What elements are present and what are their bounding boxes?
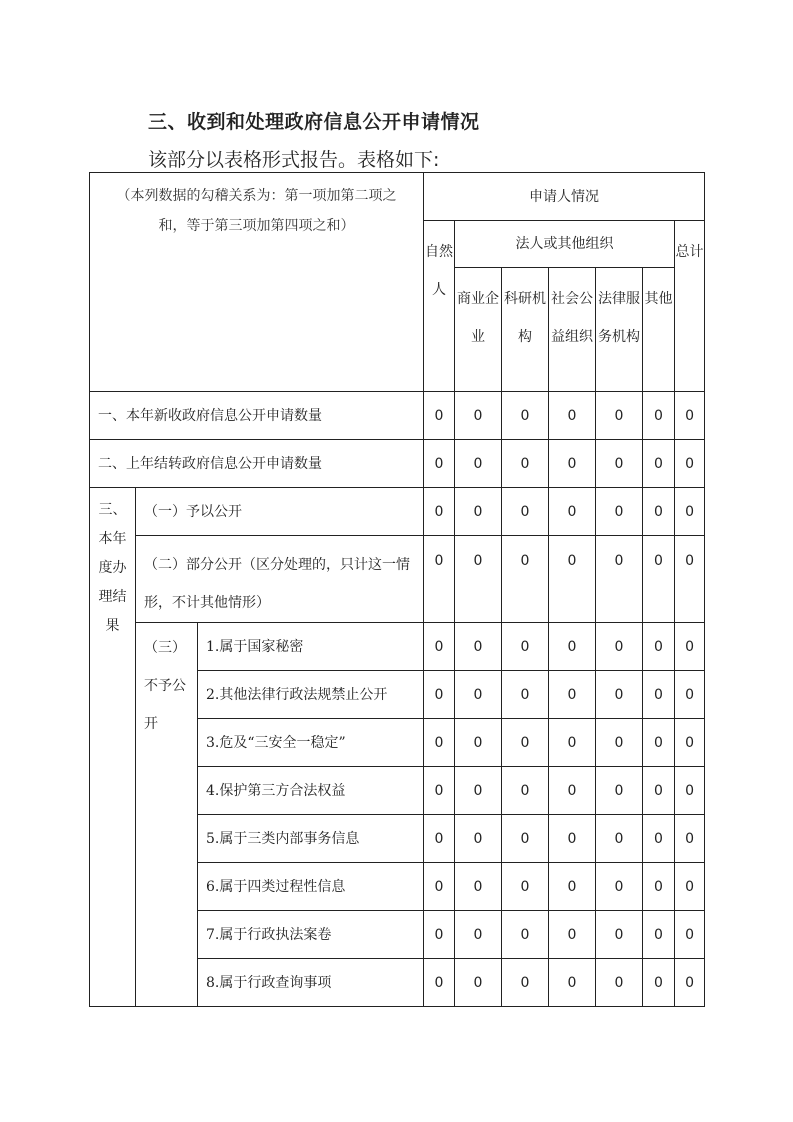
legal-org-header: 法人或其他组织 xyxy=(455,221,675,268)
cell-value: 0 xyxy=(502,623,549,671)
cell-value: 0 xyxy=(424,815,455,863)
item-label: 5.属于三类内部事务信息 xyxy=(198,815,424,863)
cell-value: 0 xyxy=(502,767,549,815)
org-header-research: 科研机构 xyxy=(502,268,549,392)
item-label: 8.属于行政查询事项 xyxy=(198,959,424,1007)
cell-value: 0 xyxy=(455,863,502,911)
cell-value: 0 xyxy=(643,959,675,1007)
item-label: 1.属于国家秘密 xyxy=(198,623,424,671)
cell-value: 0 xyxy=(549,488,596,536)
cell-value: 0 xyxy=(596,536,643,623)
cell-value: 0 xyxy=(643,911,675,959)
cell-value: 0 xyxy=(424,671,455,719)
cell-value: 0 xyxy=(549,671,596,719)
cell-value: 0 xyxy=(502,959,549,1007)
cell-value: 0 xyxy=(643,536,675,623)
item-label: 4.保护第三方合法权益 xyxy=(198,767,424,815)
relation-note-line2: 和，等于第三项加第四项之和） xyxy=(158,218,355,234)
cell-value: 0 xyxy=(424,959,455,1007)
item-label: 6.属于四类过程性信息 xyxy=(198,863,424,911)
cell-value: 0 xyxy=(675,815,705,863)
item-label: 7.属于行政执法案卷 xyxy=(198,911,424,959)
cell-value: 0 xyxy=(675,623,705,671)
item-label: 2.其他法律行政法规禁止公开 xyxy=(198,671,424,719)
cell-value: 0 xyxy=(455,536,502,623)
relation-note-line1: （本列数据的勾稽关系为：第一项加第二项之 xyxy=(116,188,397,204)
cell-value: 0 xyxy=(549,536,596,623)
cell-value: 0 xyxy=(424,623,455,671)
cell-value: 0 xyxy=(675,767,705,815)
cell-value: 0 xyxy=(596,719,643,767)
cell-value: 0 xyxy=(549,767,596,815)
section-heading: 三、收到和处理政府信息公开申请情况 xyxy=(148,111,480,133)
cell-value: 0 xyxy=(675,488,705,536)
cell-value: 0 xyxy=(643,719,675,767)
row-label-disclosed: （一）予以公开 xyxy=(136,488,424,536)
cell-value: 0 xyxy=(502,815,549,863)
cell-value: 0 xyxy=(596,440,643,488)
cell-value: 0 xyxy=(643,623,675,671)
cell-value: 0 xyxy=(643,767,675,815)
intro-text: 该部分以表格形式报告。表格如下: xyxy=(148,149,440,171)
cell-value: 0 xyxy=(675,392,705,440)
table-row xyxy=(90,392,705,440)
cell-value: 0 xyxy=(424,440,455,488)
cell-value: 0 xyxy=(455,671,502,719)
cell-value: 0 xyxy=(424,392,455,440)
cell-value: 0 xyxy=(424,767,455,815)
cell-value: 0 xyxy=(502,863,549,911)
org-header-other: 其他 xyxy=(643,268,675,392)
relation-note xyxy=(90,173,424,392)
cell-value: 0 xyxy=(596,911,643,959)
cell-value: 0 xyxy=(596,959,643,1007)
cell-value: 0 xyxy=(675,911,705,959)
cell-value: 0 xyxy=(596,488,643,536)
cell-value: 0 xyxy=(549,911,596,959)
application-table xyxy=(89,172,705,1007)
row-label-new: 一、本年新收政府信息公开申请数量 xyxy=(90,392,424,440)
row-label-partial: （二）部分公开（区分处理的，只计这一情形，不计其他情形） xyxy=(136,536,424,623)
table-row xyxy=(90,488,705,536)
cell-value: 0 xyxy=(455,719,502,767)
cell-value: 0 xyxy=(502,719,549,767)
cell-value: 0 xyxy=(424,536,455,623)
table-row xyxy=(90,440,705,488)
cell-value: 0 xyxy=(455,440,502,488)
cell-value: 0 xyxy=(549,623,596,671)
cell-value: 0 xyxy=(455,911,502,959)
cell-value: 0 xyxy=(549,392,596,440)
cell-value: 0 xyxy=(502,440,549,488)
cell-value: 0 xyxy=(455,488,502,536)
cell-value: 0 xyxy=(455,767,502,815)
cell-value: 0 xyxy=(455,392,502,440)
cell-value: 0 xyxy=(549,719,596,767)
cell-value: 0 xyxy=(549,863,596,911)
cell-value: 0 xyxy=(596,671,643,719)
cell-value: 0 xyxy=(675,959,705,1007)
cell-value: 0 xyxy=(502,488,549,536)
cell-value: 0 xyxy=(643,440,675,488)
cell-value: 0 xyxy=(675,536,705,623)
cell-value: 0 xyxy=(596,392,643,440)
cell-value: 0 xyxy=(502,671,549,719)
cell-value: 0 xyxy=(643,863,675,911)
applicant-header: 申请人情况 xyxy=(424,173,705,221)
item-label: 3.危及“三安全一稳定” xyxy=(198,719,424,767)
cell-value: 0 xyxy=(643,488,675,536)
cell-value: 0 xyxy=(643,392,675,440)
cell-value: 0 xyxy=(549,959,596,1007)
cell-value: 0 xyxy=(549,815,596,863)
cell-value: 0 xyxy=(424,719,455,767)
cell-value: 0 xyxy=(596,815,643,863)
cell-value: 0 xyxy=(502,536,549,623)
cell-value: 0 xyxy=(502,392,549,440)
cell-value: 0 xyxy=(675,863,705,911)
org-header-public-welfare: 社会公益组织 xyxy=(549,268,596,392)
table-row xyxy=(90,536,705,623)
row-label-not-disclosed: （三）不予公开 xyxy=(136,623,198,1007)
cell-value: 0 xyxy=(675,440,705,488)
cell-value: 0 xyxy=(502,911,549,959)
cell-value: 0 xyxy=(424,911,455,959)
section3-label: 三、本年度办理结果 xyxy=(90,488,136,1007)
cell-value: 0 xyxy=(424,488,455,536)
cell-value: 0 xyxy=(675,671,705,719)
cell-value: 0 xyxy=(455,959,502,1007)
cell-value: 0 xyxy=(596,863,643,911)
total-header: 总计 xyxy=(675,221,705,392)
cell-value: 0 xyxy=(424,863,455,911)
table-row xyxy=(90,623,705,671)
cell-value: 0 xyxy=(455,623,502,671)
cell-value: 0 xyxy=(596,767,643,815)
cell-value: 0 xyxy=(643,815,675,863)
natural-person-header: 自然人 xyxy=(424,221,455,392)
cell-value: 0 xyxy=(549,440,596,488)
row-label-carried: 二、上年结转政府信息公开申请数量 xyxy=(90,440,424,488)
cell-value: 0 xyxy=(596,623,643,671)
org-header-business: 商业企业 xyxy=(455,268,502,392)
cell-value: 0 xyxy=(675,719,705,767)
cell-value: 0 xyxy=(455,815,502,863)
org-header-legal-service: 法律服务机构 xyxy=(596,268,643,392)
cell-value: 0 xyxy=(643,671,675,719)
